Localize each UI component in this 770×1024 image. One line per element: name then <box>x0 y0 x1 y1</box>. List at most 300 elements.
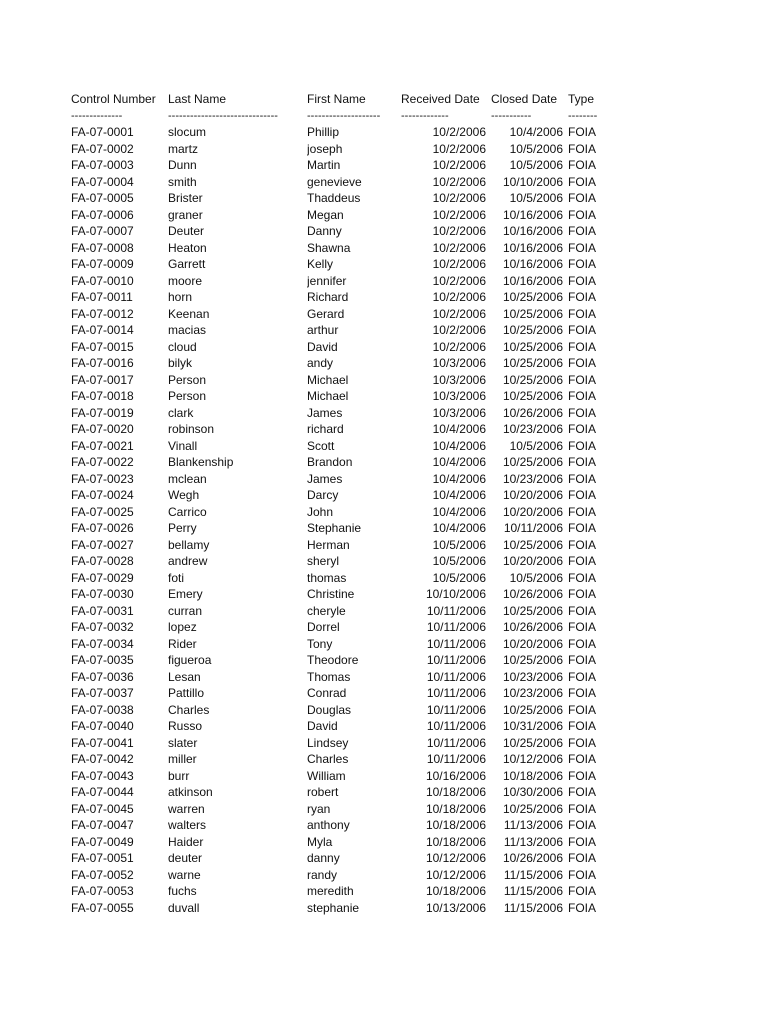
cell-last-name: miller <box>168 752 197 766</box>
cell-type: FOIA <box>568 422 597 436</box>
cell-received-date: 10/11/2006 <box>426 735 486 750</box>
cell-received-date: 10/4/2006 <box>432 504 486 519</box>
cell-last-name: Vinall <box>168 438 198 453</box>
cell-type: FOIA <box>568 620 597 634</box>
cell-control-number: FA-07-0035 <box>71 653 134 667</box>
cell-control-number: FA-07-0022 <box>71 455 134 469</box>
cell-control-number: FA-07-0025 <box>71 504 134 519</box>
cell-control-number: FA-07-0040 <box>71 719 134 733</box>
cell-received-date: 10/3/2006 <box>432 356 486 370</box>
table-row <box>0 157 770 174</box>
table-row <box>0 273 770 290</box>
cell-control-number: FA-07-0052 <box>71 867 134 882</box>
cell-type: FOIA <box>568 405 597 420</box>
table-row <box>0 883 770 900</box>
table-row <box>0 289 770 306</box>
cell-closed-date: 10/25/2006 <box>502 735 563 750</box>
table-row <box>0 768 770 785</box>
table-row <box>0 355 770 372</box>
cell-last-name: bellamy <box>168 537 210 552</box>
cell-last-name: graner <box>168 207 203 222</box>
separator-type: -------- <box>568 110 598 122</box>
cell-last-name: Brister <box>168 191 203 205</box>
cell-last-name: curran <box>168 603 203 618</box>
table-row <box>0 817 770 834</box>
table-row <box>0 487 770 504</box>
cell-first-name: robert <box>307 785 339 799</box>
cell-first-name: joseph <box>307 141 343 156</box>
cell-control-number: FA-07-0029 <box>71 570 134 585</box>
cell-control-number: FA-07-0043 <box>71 768 134 783</box>
cell-closed-date: 10/20/2006 <box>502 554 563 568</box>
cell-type: FOIA <box>568 240 597 255</box>
cell-control-number: FA-07-0012 <box>71 306 134 321</box>
table-row <box>0 190 770 207</box>
cell-control-number: FA-07-0024 <box>71 488 134 502</box>
cell-closed-date: 10/26/2006 <box>502 405 563 420</box>
cell-first-name: randy <box>307 867 338 882</box>
cell-closed-date: 10/5/2006 <box>509 570 563 585</box>
cell-control-number: FA-07-0007 <box>71 224 134 238</box>
cell-control-number: FA-07-0015 <box>71 339 134 354</box>
cell-first-name: Lindsey <box>307 735 349 750</box>
cell-type: FOIA <box>568 356 597 370</box>
cell-control-number: FA-07-0027 <box>71 537 134 552</box>
cell-received-date: 10/2/2006 <box>432 174 486 189</box>
cell-received-date: 10/2/2006 <box>432 191 486 205</box>
cell-control-number: FA-07-0018 <box>71 389 134 403</box>
cell-control-number: FA-07-0026 <box>71 521 134 535</box>
table-row <box>0 850 770 867</box>
cell-first-name: sheryl <box>307 554 340 568</box>
table-row <box>0 306 770 323</box>
cell-last-name: cloud <box>168 339 197 354</box>
header-type: Type <box>568 92 595 106</box>
cell-control-number: FA-07-0003 <box>71 158 134 172</box>
cell-first-name: Shawna <box>307 240 351 255</box>
header-closed-date: Closed Date <box>491 92 558 106</box>
cell-received-date: 10/2/2006 <box>432 273 486 288</box>
cell-first-name: Richard <box>307 290 349 304</box>
cell-first-name: Megan <box>307 207 344 222</box>
cell-control-number: FA-07-0045 <box>71 801 134 816</box>
cell-control-number: FA-07-0021 <box>71 438 134 453</box>
separator-last-name: ------------------------------ <box>168 110 278 122</box>
cell-received-date: 10/3/2006 <box>432 372 486 387</box>
cell-last-name: Charles <box>168 702 210 717</box>
table-row <box>0 652 770 669</box>
cell-type: FOIA <box>568 339 597 354</box>
table-row <box>0 405 770 422</box>
cell-last-name: Person <box>168 372 207 387</box>
table-row <box>0 223 770 240</box>
cell-first-name: Brandon <box>307 455 353 469</box>
table-row <box>0 372 770 389</box>
cell-first-name: Thomas <box>307 669 351 684</box>
table-row <box>0 867 770 884</box>
cell-control-number: FA-07-0017 <box>71 372 134 387</box>
cell-closed-date: 10/25/2006 <box>502 290 563 304</box>
cell-control-number: FA-07-0053 <box>71 884 134 898</box>
cell-first-name: Michael <box>307 389 349 403</box>
cell-type: FOIA <box>568 785 597 799</box>
cell-closed-date: 10/25/2006 <box>502 372 563 387</box>
cell-control-number: FA-07-0009 <box>71 257 134 271</box>
cell-type: FOIA <box>568 224 597 238</box>
cell-type: FOIA <box>568 174 597 189</box>
cell-closed-date: 10/25/2006 <box>502 455 563 469</box>
cell-first-name: Herman <box>307 537 350 552</box>
cell-last-name: slater <box>168 735 198 750</box>
cell-control-number: FA-07-0019 <box>71 405 134 420</box>
cell-type: FOIA <box>568 207 597 222</box>
cell-first-name: anthony <box>307 818 350 832</box>
cell-control-number: FA-07-0010 <box>71 273 134 288</box>
cell-closed-date: 10/25/2006 <box>502 356 563 370</box>
cell-closed-date: 11/13/2006 <box>503 834 563 849</box>
cell-control-number: FA-07-0047 <box>71 818 134 832</box>
cell-type: FOIA <box>568 323 597 337</box>
cell-control-number: FA-07-0037 <box>71 686 134 700</box>
cell-control-number: FA-07-0044 <box>71 785 134 799</box>
cell-closed-date: 10/23/2006 <box>502 669 563 684</box>
header-control-number: Control Number <box>71 92 156 106</box>
cell-closed-date: 10/20/2006 <box>502 504 563 519</box>
cell-last-name: Deuter <box>168 224 205 238</box>
table-row <box>0 603 770 620</box>
cell-last-name: duvall <box>168 900 200 915</box>
cell-last-name: figueroa <box>168 653 212 667</box>
cell-last-name: Heaton <box>168 240 207 255</box>
cell-first-name: Conrad <box>307 686 347 700</box>
cell-closed-date: 10/25/2006 <box>502 653 563 667</box>
cell-type: FOIA <box>568 554 597 568</box>
cell-closed-date: 10/25/2006 <box>502 323 563 337</box>
cell-closed-date: 10/5/2006 <box>509 158 563 172</box>
cell-control-number: FA-07-0055 <box>71 900 134 915</box>
cell-first-name: Myla <box>307 834 333 849</box>
table-row <box>0 570 770 587</box>
cell-last-name: martz <box>168 141 198 156</box>
cell-closed-date: 10/25/2006 <box>502 603 563 618</box>
cell-received-date: 10/3/2006 <box>432 389 486 403</box>
table-row <box>0 520 770 537</box>
cell-received-date: 10/2/2006 <box>432 158 486 172</box>
cell-last-name: Emery <box>168 587 203 601</box>
cell-last-name: Keenan <box>168 306 210 321</box>
cell-first-name: danny <box>307 851 340 865</box>
cell-control-number: FA-07-0016 <box>71 356 134 370</box>
cell-received-date: 10/2/2006 <box>432 240 486 255</box>
cell-received-date: 10/4/2006 <box>432 422 486 436</box>
table-header-row <box>0 91 770 108</box>
cell-closed-date: 10/25/2006 <box>502 537 563 552</box>
cell-received-date: 10/2/2006 <box>432 290 486 304</box>
cell-type: FOIA <box>568 537 597 552</box>
cell-first-name: James <box>307 471 343 486</box>
cell-last-name: bilyk <box>168 356 193 370</box>
cell-first-name: Gerard <box>307 306 345 321</box>
cell-last-name: Carrico <box>168 504 207 519</box>
cell-closed-date: 10/5/2006 <box>509 438 563 453</box>
table-row <box>0 619 770 636</box>
separator-received-date: ------------- <box>401 110 449 122</box>
table-row <box>0 240 770 257</box>
cell-first-name: David <box>307 339 338 354</box>
cell-type: FOIA <box>568 752 597 766</box>
cell-control-number: FA-07-0032 <box>71 620 134 634</box>
table-row <box>0 751 770 768</box>
cell-control-number: FA-07-0030 <box>71 587 134 601</box>
cell-first-name: Thaddeus <box>307 191 361 205</box>
cell-last-name: macias <box>168 323 207 337</box>
cell-closed-date: 11/15/2006 <box>503 867 563 882</box>
cell-first-name: Douglas <box>307 702 352 717</box>
cell-closed-date: 10/4/2006 <box>509 125 563 139</box>
cell-control-number: FA-07-0005 <box>71 191 134 205</box>
cell-last-name: deuter <box>168 851 203 865</box>
cell-closed-date: 10/23/2006 <box>502 471 563 486</box>
cell-closed-date: 10/10/2006 <box>502 174 563 189</box>
table-row <box>0 900 770 917</box>
cell-type: FOIA <box>568 389 597 403</box>
cell-closed-date: 10/30/2006 <box>502 785 563 799</box>
cell-received-date: 10/18/2006 <box>425 801 486 816</box>
cell-received-date: 10/10/2006 <box>425 587 486 601</box>
separator-closed-date: ----------- <box>491 110 532 122</box>
cell-last-name: clark <box>168 405 194 420</box>
cell-closed-date: 10/16/2006 <box>502 224 563 238</box>
cell-last-name: warne <box>168 867 201 882</box>
table-row <box>0 669 770 686</box>
cell-type: FOIA <box>568 818 597 832</box>
cell-last-name: atkinson <box>168 785 213 799</box>
cell-control-number: FA-07-0001 <box>71 125 134 139</box>
cell-first-name: Michael <box>307 372 349 387</box>
cell-first-name: Tony <box>307 636 333 651</box>
cell-type: FOIA <box>568 834 597 849</box>
cell-received-date: 10/2/2006 <box>432 207 486 222</box>
separator-first-name: -------------------- <box>307 110 381 122</box>
table-row <box>0 537 770 554</box>
cell-type: FOIA <box>568 603 597 618</box>
cell-last-name: moore <box>168 273 203 288</box>
cell-received-date: 10/18/2006 <box>425 818 486 832</box>
cell-received-date: 10/12/2006 <box>425 867 486 882</box>
cell-control-number: FA-07-0041 <box>71 735 134 750</box>
cell-closed-date: 10/26/2006 <box>502 620 563 634</box>
cell-type: FOIA <box>568 191 597 205</box>
cell-closed-date: 10/25/2006 <box>502 339 563 354</box>
table-row <box>0 834 770 851</box>
cell-received-date: 10/5/2006 <box>432 570 486 585</box>
cell-received-date: 10/11/2006 <box>426 669 486 684</box>
cell-last-name: andrew <box>168 554 208 568</box>
cell-type: FOIA <box>568 851 597 865</box>
cell-first-name: meredith <box>307 884 354 898</box>
cell-control-number: FA-07-0006 <box>71 207 134 222</box>
table-row <box>0 801 770 818</box>
cell-first-name: Dorrel <box>307 620 340 634</box>
cell-control-number: FA-07-0004 <box>71 174 134 189</box>
cell-control-number: FA-07-0028 <box>71 554 134 568</box>
cell-closed-date: 10/20/2006 <box>502 488 563 502</box>
table-row <box>0 504 770 521</box>
cell-first-name: andy <box>307 356 334 370</box>
cell-received-date: 10/2/2006 <box>432 323 486 337</box>
cell-type: FOIA <box>568 273 597 288</box>
cell-first-name: Kelly <box>307 257 334 271</box>
cell-type: FOIA <box>568 653 597 667</box>
cell-received-date: 10/11/2006 <box>426 603 486 618</box>
cell-first-name: Danny <box>307 224 342 238</box>
cell-control-number: FA-07-0038 <box>71 702 134 717</box>
table-row <box>0 636 770 653</box>
cell-type: FOIA <box>568 372 597 387</box>
cell-control-number: FA-07-0049 <box>71 834 134 849</box>
cell-type: FOIA <box>568 290 597 304</box>
cell-received-date: 10/11/2006 <box>426 636 486 651</box>
cell-received-date: 10/4/2006 <box>432 521 486 535</box>
cell-type: FOIA <box>568 636 597 651</box>
cell-type: FOIA <box>568 488 597 502</box>
cell-type: FOIA <box>568 587 597 601</box>
cell-last-name: Lesan <box>168 669 201 684</box>
table-row <box>0 685 770 702</box>
table-row <box>0 207 770 224</box>
cell-first-name: William <box>307 768 346 783</box>
cell-closed-date: 11/15/2006 <box>503 884 563 898</box>
cell-closed-date: 10/26/2006 <box>502 587 563 601</box>
cell-type: FOIA <box>568 306 597 321</box>
cell-received-date: 10/4/2006 <box>432 438 486 453</box>
cell-received-date: 10/5/2006 <box>432 554 486 568</box>
cell-last-name: smith <box>168 174 197 189</box>
cell-first-name: James <box>307 405 343 420</box>
cell-first-name: Scott <box>307 438 335 453</box>
cell-received-date: 10/18/2006 <box>425 834 486 849</box>
cell-first-name: David <box>307 719 338 733</box>
cell-last-name: fuchs <box>168 884 197 898</box>
table-row <box>0 718 770 735</box>
cell-closed-date: 10/12/2006 <box>502 752 563 766</box>
cell-last-name: Dunn <box>168 158 197 172</box>
cell-control-number: FA-07-0051 <box>71 851 134 865</box>
cell-type: FOIA <box>568 900 597 915</box>
cell-type: FOIA <box>568 719 597 733</box>
header-last-name: Last Name <box>168 92 227 106</box>
cell-first-name: stephanie <box>307 900 360 915</box>
cell-received-date: 10/2/2006 <box>432 125 486 139</box>
cell-received-date: 10/18/2006 <box>425 884 486 898</box>
cell-type: FOIA <box>568 702 597 717</box>
cell-received-date: 10/11/2006 <box>426 752 486 766</box>
cell-control-number: FA-07-0031 <box>71 603 134 618</box>
cell-closed-date: 10/18/2006 <box>502 768 563 783</box>
header-received-date: Received Date <box>401 92 480 106</box>
cell-last-name: horn <box>168 290 193 304</box>
cell-closed-date: 10/23/2006 <box>502 686 563 700</box>
cell-first-name: ryan <box>307 801 331 816</box>
cell-type: FOIA <box>568 669 597 684</box>
cell-closed-date: 10/25/2006 <box>502 702 563 717</box>
cell-last-name: Garrett <box>168 257 206 271</box>
cell-first-name: genevieve <box>307 174 362 189</box>
cell-received-date: 10/11/2006 <box>426 653 486 667</box>
cell-control-number: FA-07-0042 <box>71 752 134 766</box>
cell-closed-date: 10/16/2006 <box>502 257 563 271</box>
cell-type: FOIA <box>568 141 597 156</box>
cell-received-date: 10/11/2006 <box>426 620 486 634</box>
cell-received-date: 10/4/2006 <box>432 488 486 502</box>
cell-closed-date: 10/5/2006 <box>509 141 563 156</box>
cell-last-name: foti <box>168 570 185 585</box>
cell-received-date: 10/2/2006 <box>432 224 486 238</box>
cell-closed-date: 10/25/2006 <box>502 306 563 321</box>
table-row <box>0 438 770 455</box>
cell-first-name: thomas <box>307 570 347 585</box>
cell-control-number: FA-07-0036 <box>71 669 134 684</box>
cell-closed-date: 10/11/2006 <box>503 521 563 535</box>
cell-closed-date: 10/25/2006 <box>502 801 563 816</box>
cell-first-name: Darcy <box>307 488 339 502</box>
cell-received-date: 10/5/2006 <box>432 537 486 552</box>
cell-closed-date: 10/25/2006 <box>502 389 563 403</box>
cell-received-date: 10/13/2006 <box>425 900 486 915</box>
cell-first-name: jennifer <box>307 273 347 288</box>
cell-control-number: FA-07-0014 <box>71 323 134 337</box>
cell-last-name: Rider <box>168 636 197 651</box>
table-row <box>0 702 770 719</box>
cell-last-name: Wegh <box>168 488 200 502</box>
cell-received-date: 10/2/2006 <box>432 306 486 321</box>
cell-last-name: warren <box>168 801 205 816</box>
cell-type: FOIA <box>568 158 597 172</box>
cell-last-name: slocum <box>168 125 207 139</box>
header-first-name: First Name <box>307 92 366 106</box>
cell-last-name: mclean <box>168 471 207 486</box>
cell-control-number: FA-07-0023 <box>71 471 134 486</box>
cell-closed-date: 10/16/2006 <box>502 240 563 255</box>
cell-received-date: 10/11/2006 <box>426 702 486 717</box>
cell-control-number: FA-07-0020 <box>71 422 134 436</box>
cell-first-name: cheryle <box>307 603 346 618</box>
cell-last-name: Blankenship <box>168 455 234 469</box>
cell-last-name: lopez <box>168 620 197 634</box>
cell-first-name: Phillip <box>307 125 340 139</box>
cell-closed-date: 10/16/2006 <box>502 207 563 222</box>
cell-closed-date: 10/23/2006 <box>502 422 563 436</box>
cell-last-name: Pattillo <box>168 686 205 700</box>
cell-first-name: John <box>307 504 334 519</box>
table-row <box>0 141 770 158</box>
table-row <box>0 735 770 752</box>
cell-closed-date: 10/5/2006 <box>509 191 563 205</box>
table-row <box>0 421 770 438</box>
cell-type: FOIA <box>568 471 597 486</box>
cell-type: FOIA <box>568 455 597 469</box>
cell-first-name: Theodore <box>307 653 359 667</box>
cell-type: FOIA <box>568 768 597 783</box>
cell-closed-date: 10/16/2006 <box>502 273 563 288</box>
cell-type: FOIA <box>568 686 597 700</box>
cell-first-name: richard <box>307 422 344 436</box>
cell-type: FOIA <box>568 570 597 585</box>
separator-control-number: -------------- <box>71 110 123 122</box>
cell-control-number: FA-07-0011 <box>71 290 133 304</box>
cell-last-name: Haider <box>168 834 204 849</box>
cell-control-number: FA-07-0034 <box>71 636 134 651</box>
